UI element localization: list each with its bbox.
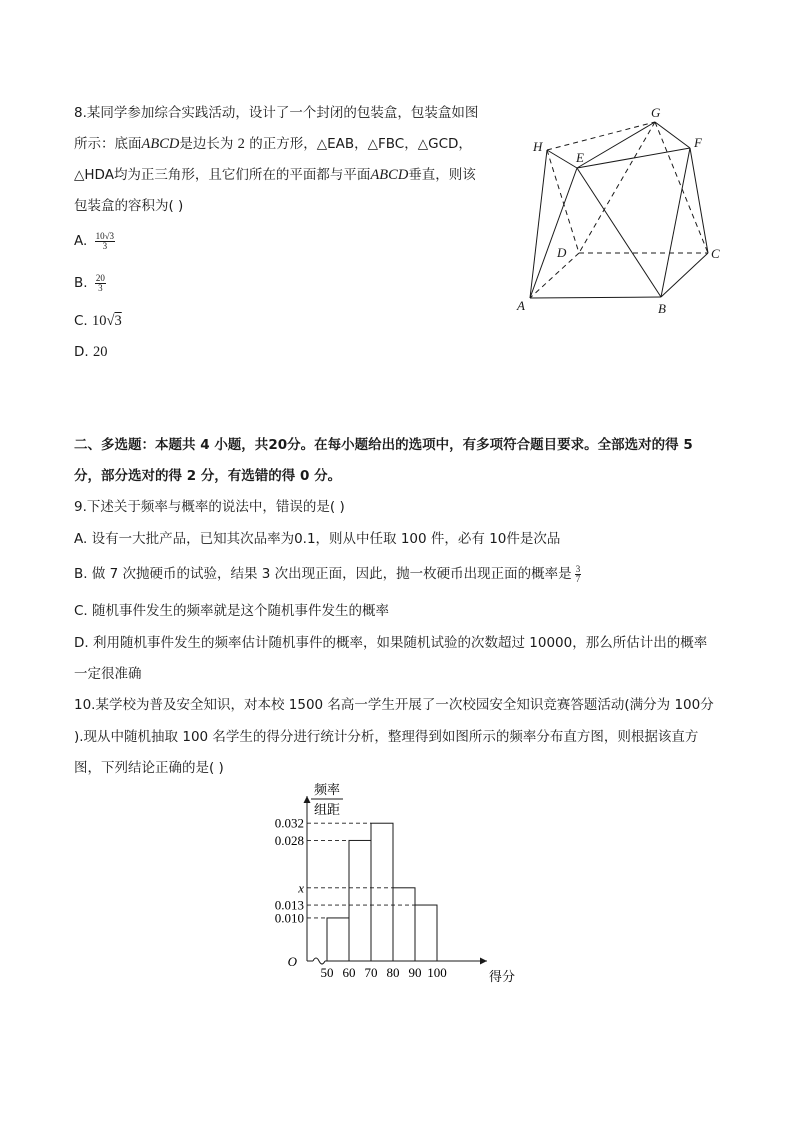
q9-option-c[interactable]: C. 随机事件发生的频率就是这个随机事件发生的概率	[74, 603, 390, 619]
y-axis-arrow	[304, 796, 311, 803]
q10-stem-line3: 图，下列结论正确的是( )	[74, 760, 224, 776]
q8-option-d[interactable]: D. 20	[74, 344, 108, 360]
edge-GD	[579, 122, 655, 253]
x-axis-break	[313, 958, 325, 964]
q8-stem-line1: 8.某同学参加综合实践活动，设计了一个封闭的包装盒，包装盒如图	[74, 105, 479, 121]
q10-stem-line1: 10.某学校为普及安全知识，对本校 1500 名高一学生开展了一次校园安全知识竞赛答题活动(满分为 100分	[74, 697, 714, 713]
edge-HG	[547, 122, 655, 150]
vertex-label-f: F	[694, 135, 702, 150]
x-tick-label-90: 90	[408, 965, 422, 980]
y-axis-label-denominator: 组距	[313, 802, 341, 817]
section2-instructions-line1: 二、多选题：本题共 4 小题，共20分。在每小题给出的选项中，有多项符合题目要求。全部选对的得 5	[74, 437, 693, 453]
edge-HE	[547, 150, 577, 168]
histogram-bar-70-80	[371, 823, 393, 961]
q8-option-c[interactable]: C. 10√3	[74, 313, 122, 329]
vertex-label-a: A	[517, 298, 525, 313]
edge-DA	[530, 253, 579, 298]
x-tick-label-100: 100	[427, 965, 447, 980]
vertex-label-h: H	[533, 139, 543, 154]
edge-EB	[577, 168, 661, 297]
vertex-label-b: B	[658, 301, 666, 316]
q9-option-a[interactable]: A. 设有一大批产品，已知其次品率为0.1，则从中任取 100 件，必有 10件是次品	[74, 531, 561, 547]
histogram-bar-50-60	[327, 918, 349, 961]
y-tick-label-0.010: 0.010	[274, 910, 304, 926]
q8-option-b[interactable]: B. $\frac{20}{3}$	[74, 272, 105, 293]
y-tick-label-0.013: 0.013	[274, 897, 304, 913]
q9-option-d-line2[interactable]: 一定很准确	[74, 666, 142, 682]
x-tick-label-80: 80	[386, 965, 400, 980]
vertex-label-c: C	[711, 246, 720, 261]
y-tick-label-x: x	[298, 880, 304, 896]
q8-stem-line3: △HDA均为正三角形，且它们所在的平面都与平面ABCD垂直，则该	[74, 167, 476, 183]
edge-FB	[661, 148, 690, 297]
vertex-label-g: G	[651, 105, 661, 120]
y-axis-label-numerator: 频率	[313, 782, 341, 797]
q8-stem-line4: 包装盒的容积为( )	[74, 198, 184, 214]
vertex-label-d: D	[557, 245, 567, 260]
x-axis-label: 得分	[489, 969, 516, 984]
x-tick-label-50: 50	[320, 965, 334, 980]
x-tick-label-70: 70	[364, 965, 378, 980]
x-axis-arrow	[480, 958, 487, 965]
edge-GF	[655, 122, 690, 148]
origin-label: O	[287, 954, 297, 969]
vertex-label-e: E	[576, 150, 584, 165]
q8-option-a[interactable]: A. $\frac{10√3}{3}$	[74, 230, 115, 251]
edge-AB	[530, 297, 661, 298]
packaging-box-figure	[505, 100, 735, 325]
frequency-histogram	[265, 776, 525, 988]
section2-instructions-line2: 分，部分选对的得 2 分，有选错的得 0 分。	[74, 468, 342, 484]
edge-FC	[690, 148, 708, 253]
y-tick-label-0.028: 0.028	[274, 832, 304, 848]
q10-stem-line2: ).现从中随机抽取 100 名学生的得分进行统计分析，整理得到如图所示的频率分布直方图，则根据该直方	[74, 729, 699, 745]
q9-stem: 9.下述关于频率与概率的说法中，错误的是( )	[74, 499, 345, 515]
x-tick-label-60: 60	[342, 965, 356, 980]
y-tick-label-0.032: 0.032	[274, 815, 304, 831]
q9-option-b[interactable]: B. 做 7 次抛硬币的试验，结果 3 次出现正面，因此，抛一枚硬币出现正面的概率是 $\frac{3}{7}$	[74, 563, 581, 584]
histogram-bar-80-90	[393, 888, 415, 961]
histogram-bar-60-70	[349, 840, 371, 961]
histogram-bar-90-100	[415, 905, 437, 961]
q9-option-d-line1[interactable]: D. 利用随机事件发生的频率估计随机事件的概率，如果随机试验的次数超过 10000，那么所估计出的概率	[74, 635, 708, 651]
q8-stem-line2: 所示：底面ABCD是边长为 2 的正方形，△EAB，△FBC，△GCD，	[74, 136, 472, 152]
